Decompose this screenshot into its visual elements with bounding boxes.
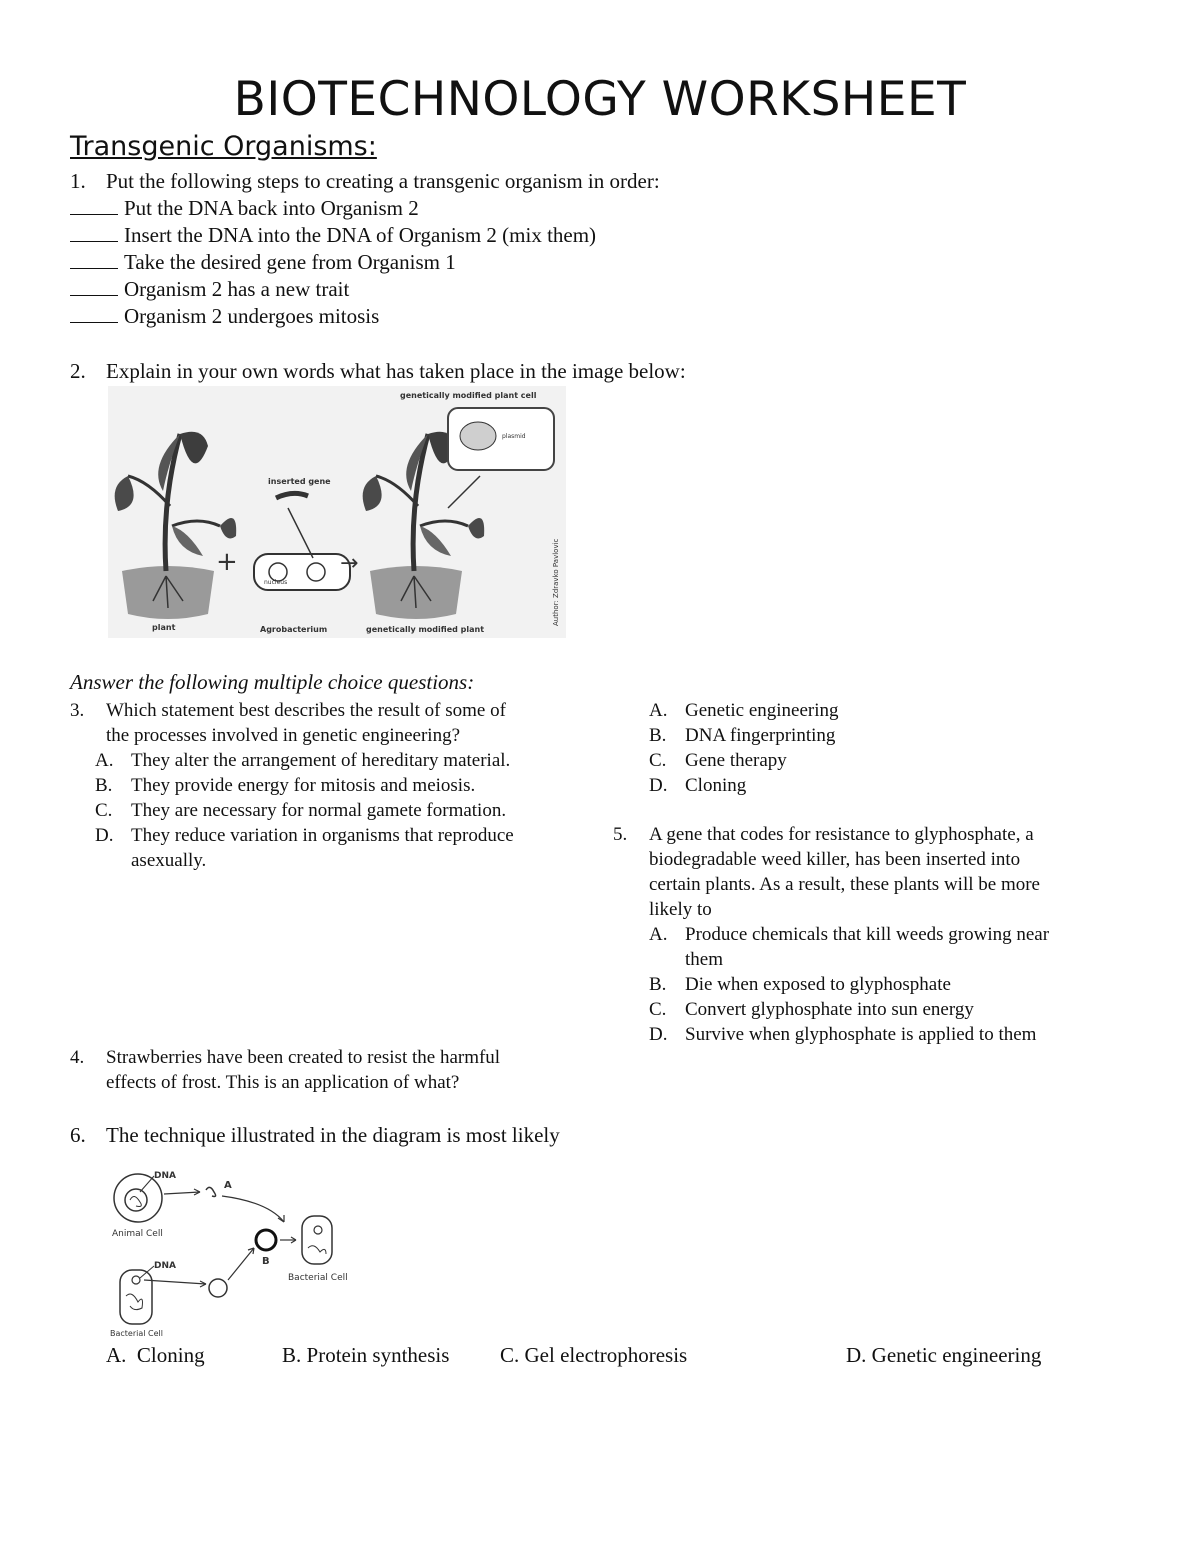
- bacterial-cell-icon: [120, 1270, 152, 1324]
- plasmid-icon: [209, 1279, 227, 1297]
- answer-blank[interactable]: [70, 223, 118, 242]
- q6-option[interactable]: [282, 1342, 449, 1369]
- q3-option[interactable]: [70, 773, 590, 798]
- option-text-cont: them: [685, 949, 723, 970]
- plasmid-label: plasmid: [502, 433, 526, 440]
- option-text: Genetic engineering: [871, 1343, 1042, 1367]
- option-text: Cloning: [685, 775, 747, 796]
- label-b: B: [262, 1256, 270, 1267]
- option-letter: D.: [649, 775, 668, 796]
- q5-option[interactable]: [613, 997, 1113, 1022]
- q4-prompt-line: Strawberries have been created to resist the harmful: [106, 1047, 501, 1068]
- q5-option[interactable]: [613, 922, 1113, 972]
- option-letter: A.: [649, 924, 668, 945]
- gm-plant-label: genetically modified plant: [366, 625, 485, 634]
- q3-prompt-line: Which statement best describes the result of some of: [106, 700, 506, 721]
- q1-step: [70, 249, 456, 276]
- q3-number: 3.: [70, 700, 85, 721]
- q5-option[interactable]: [613, 972, 1113, 997]
- q6-prompt: The technique illustrated in the diagram is most likely: [106, 1123, 560, 1147]
- option-text: They are necessary for normal gamete formation.: [131, 800, 507, 821]
- answer-blank[interactable]: [70, 250, 118, 269]
- q4-option[interactable]: [624, 748, 1104, 773]
- q1-step-text: Organism 2 undergoes mitosis: [124, 304, 380, 328]
- q3-prompt: [70, 698, 590, 748]
- q6-number: 6.: [70, 1123, 86, 1147]
- q1-number: 1.: [70, 169, 86, 193]
- q2-prompt-line: [70, 358, 686, 385]
- agrobacterium-label: Agrobacterium: [260, 625, 328, 634]
- q4-block: [70, 1045, 590, 1095]
- q3-block: [70, 698, 590, 873]
- q4-options: [624, 698, 1104, 798]
- option-text: Cloning: [136, 1343, 205, 1367]
- option-letter: B.: [282, 1343, 302, 1367]
- option-letter: D.: [846, 1343, 867, 1367]
- dna-label-bottom: DNA: [154, 1261, 176, 1271]
- plant-label: plant: [152, 623, 176, 632]
- q5-option[interactable]: [613, 1022, 1113, 1047]
- option-text-cont: asexually.: [131, 850, 207, 871]
- option-letter: C.: [649, 999, 667, 1020]
- option-text: Survive when glyphosphate is applied to them: [685, 1024, 1037, 1045]
- page-title: BIOTECHNOLOGY WORKSHEET: [233, 72, 967, 127]
- option-text: Genetic engineering: [685, 700, 839, 721]
- option-letter: D.: [95, 825, 114, 846]
- q3-option[interactable]: [70, 798, 590, 823]
- bacterial-cell-label-right: Bacterial Cell: [288, 1273, 348, 1283]
- q1-step: [70, 222, 596, 249]
- q1-step: [70, 276, 349, 303]
- animal-cell-label: Animal Cell: [112, 1229, 163, 1239]
- arrow-icon: →: [340, 551, 359, 576]
- q4-prompt-line: effects of frost. This is an application of what?: [106, 1072, 460, 1093]
- gm-plant-cell-label: genetically modified plant cell: [400, 391, 537, 400]
- q5-prompt-line: certain plants. As a result, these plants will be more: [649, 874, 1040, 895]
- soil-icon: [370, 566, 462, 619]
- q3-option[interactable]: [70, 823, 590, 873]
- option-text: They reduce variation in organisms that reproduce: [131, 825, 514, 846]
- option-text: They alter the arrangement of hereditary material.: [131, 750, 511, 771]
- option-text: Die when exposed to glyphosphate: [685, 974, 951, 995]
- q2-prompt: Explain in your own words what has taken place in the image below:: [106, 359, 686, 383]
- option-letter: A.: [106, 1343, 127, 1367]
- mc-heading: Answer the following multiple choice questions:: [70, 670, 475, 694]
- soil-icon: [122, 566, 214, 619]
- section-heading: Transgenic Organisms:: [70, 131, 377, 162]
- gm-plant-figure: [108, 386, 566, 638]
- q4-number: 4.: [70, 1047, 85, 1068]
- option-letter: C.: [95, 800, 113, 821]
- q1-step-text: Organism 2 has a new trait: [124, 277, 350, 301]
- option-letter: B.: [649, 725, 667, 746]
- q6-option[interactable]: [846, 1342, 1041, 1369]
- q4-prompt: [70, 1045, 590, 1095]
- q1-step-text: Put the DNA back into Organism 2: [124, 196, 419, 220]
- answer-blank[interactable]: [70, 196, 118, 215]
- answer-blank[interactable]: [70, 304, 118, 323]
- q1-step-text: Insert the DNA into the DNA of Organism 2 (mix them): [124, 223, 597, 247]
- q4-option[interactable]: [624, 698, 1104, 723]
- inserted-gene-label: inserted gene: [268, 477, 331, 486]
- option-text: Protein synthesis: [306, 1343, 450, 1367]
- q5-prompt: [613, 822, 1113, 922]
- q3-prompt-line: the processes involved in genetic engineering?: [106, 725, 461, 746]
- q4-option[interactable]: [624, 773, 1104, 798]
- q5-block: [613, 822, 1113, 1047]
- option-letter: A.: [95, 750, 114, 771]
- q1-prompt-line: [70, 168, 660, 195]
- plus-sign: +: [216, 547, 238, 577]
- option-letter: A.: [649, 700, 668, 721]
- q1-step: [70, 303, 379, 330]
- q6-option[interactable]: [106, 1342, 205, 1369]
- q1-step-text: Take the desired gene from Organism 1: [124, 250, 456, 274]
- q5-prompt-line: biodegradable weed killer, has been inserted into: [649, 849, 1021, 870]
- option-text: Produce chemicals that kill weeds growing near: [685, 924, 1050, 945]
- option-letter: C.: [500, 1343, 520, 1367]
- option-text: Gene therapy: [685, 750, 787, 771]
- option-text: Gel electrophoresis: [524, 1343, 688, 1367]
- q2-number: 2.: [70, 359, 86, 383]
- option-letter: C.: [649, 750, 667, 771]
- answer-blank[interactable]: [70, 277, 118, 296]
- bacterial-cell-icon: [302, 1216, 332, 1264]
- q5-prompt-line: A gene that codes for resistance to glyphosphate, a: [649, 824, 1034, 845]
- q5-prompt-line: likely to: [649, 899, 712, 920]
- q1-step: [70, 195, 419, 222]
- option-text: They provide energy for mitosis and meiosis.: [131, 775, 476, 796]
- option-text: DNA fingerprinting: [685, 725, 836, 746]
- q1-prompt: Put the following steps to creating a transgenic organism in order:: [106, 169, 660, 193]
- dna-fragment-icon: [206, 1187, 216, 1196]
- option-letter: D.: [649, 1024, 668, 1045]
- option-letter: B.: [95, 775, 113, 796]
- plasmid-diagram: [108, 1162, 368, 1340]
- q3-option[interactable]: [70, 748, 590, 773]
- option-text: Convert glyphosphate into sun energy: [685, 999, 974, 1020]
- recombinant-plasmid-icon: [256, 1230, 276, 1250]
- nucleus-label: nucleus: [264, 579, 288, 586]
- animal-cell-icon: [114, 1174, 162, 1222]
- bacterial-cell-label-bottom: Bacterial Cell: [110, 1329, 163, 1338]
- q5-number: 5.: [613, 824, 628, 845]
- q4-option[interactable]: [624, 723, 1104, 748]
- q6-prompt-line: [70, 1122, 560, 1149]
- label-a: A: [224, 1180, 232, 1191]
- dna-label-top: DNA: [154, 1171, 176, 1181]
- option-letter: B.: [649, 974, 667, 995]
- q6-option[interactable]: [500, 1342, 687, 1369]
- author-credit: Author: Zdravko Pavlovic: [552, 538, 560, 626]
